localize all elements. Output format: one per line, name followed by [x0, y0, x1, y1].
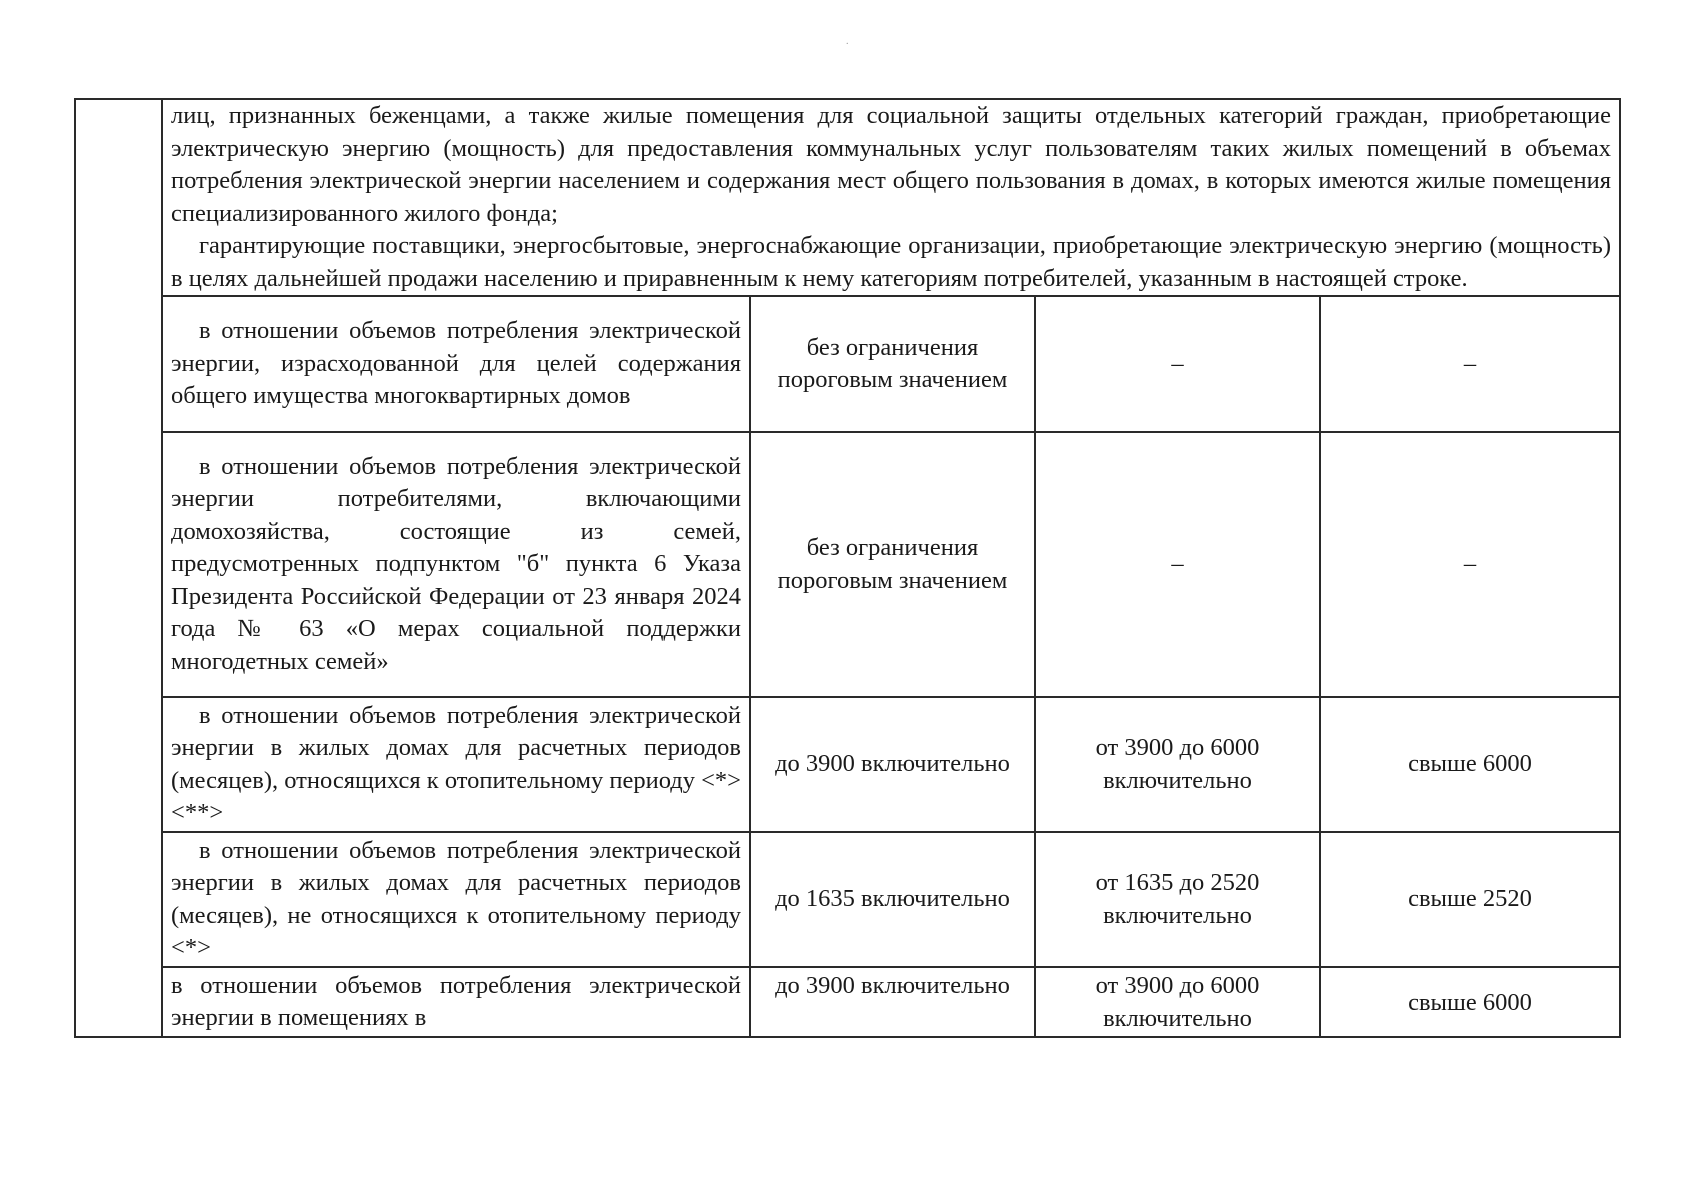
range-1-cell: до 3900 включительно — [750, 967, 1035, 1037]
table-row — [75, 832, 1620, 967]
range-2-cell: – — [1035, 296, 1320, 432]
table-row — [75, 967, 1620, 1037]
intro-paragraph: гарантирующие поставщики, энергосбытовые, энергоснабжающие организации, приобретающие электрическую энергию (мощность) в целях дальнейшей продажи населению и приравненным к нему категориям потребителей, указанным в настоящей строке. — [171, 232, 1612, 292]
description-cell: в отношении объемов потребления электрической энергии в помещениях в — [162, 967, 750, 1037]
table-row — [75, 296, 1620, 432]
intro-cell — [162, 99, 1620, 296]
range-1-cell: до 1635 включительно — [750, 832, 1035, 967]
range-2-cell: от 1635 до 2520 включительно — [1035, 832, 1320, 967]
range-3-cell: свыше 6000 — [1320, 697, 1620, 832]
description-cell: в отношении объемов потребления электрической энергии, израсходованной для целей содержания общего имущества многоквартирных домов — [162, 296, 750, 432]
table-row-intro — [75, 99, 1620, 296]
intro-paragraph: лиц, признанных беженцами, а также жилые помещения для социальной защиты отдельных категорий граждан, приобретающие электрическую энергию (мощность) для предоставления коммунальных услуг пользователям таких жилых помещений в объемах потребления электрической энергии населением и содержания мест общего пользования в домах, в которых имеются жилые помещения специализированного жилого фонда; — [171, 102, 1612, 227]
range-3-cell: свыше 2520 — [1320, 832, 1620, 967]
range-2-cell: от 3900 до 6000 включительно — [1035, 967, 1320, 1037]
tariff-table — [74, 98, 1621, 1038]
description-cell: в отношении объемов потребления электрической энергии в жилых домах для расчетных периодов (месяцев), относящихся к отопительному периоду <*> <**> — [162, 697, 750, 832]
range-3-cell: – — [1320, 432, 1620, 697]
range-3-cell: – — [1320, 296, 1620, 432]
table-row — [75, 697, 1620, 832]
table-row — [75, 432, 1620, 697]
page-mark: . — [846, 36, 849, 47]
range-1-cell: до 3900 включительно — [750, 697, 1035, 832]
range-2-cell: от 3900 до 6000 включительно — [1035, 697, 1320, 832]
range-1-cell: без ограничения пороговым значением — [750, 296, 1035, 432]
range-1-cell: без ограничения пороговым значением — [750, 432, 1035, 697]
range-3-cell: свыше 6000 — [1320, 967, 1620, 1037]
description-cell: в отношении объемов потребления электрической энергии потребителями, включающими домохозяйства, состоящие из семей, предусмотренных подпунктом "б" пункта 6 Указа Президента Российской Федерации от 23 января 2024 года № 63 «О мерах социальной поддержки многодетных семей» — [162, 432, 750, 697]
range-2-cell: – — [1035, 432, 1320, 697]
description-cell: в отношении объемов потребления электрической энергии в жилых домах для расчетных периодов (месяцев), не относящихся к отопительному периоду <*> — [162, 832, 750, 967]
row-number-cell — [75, 99, 162, 1037]
